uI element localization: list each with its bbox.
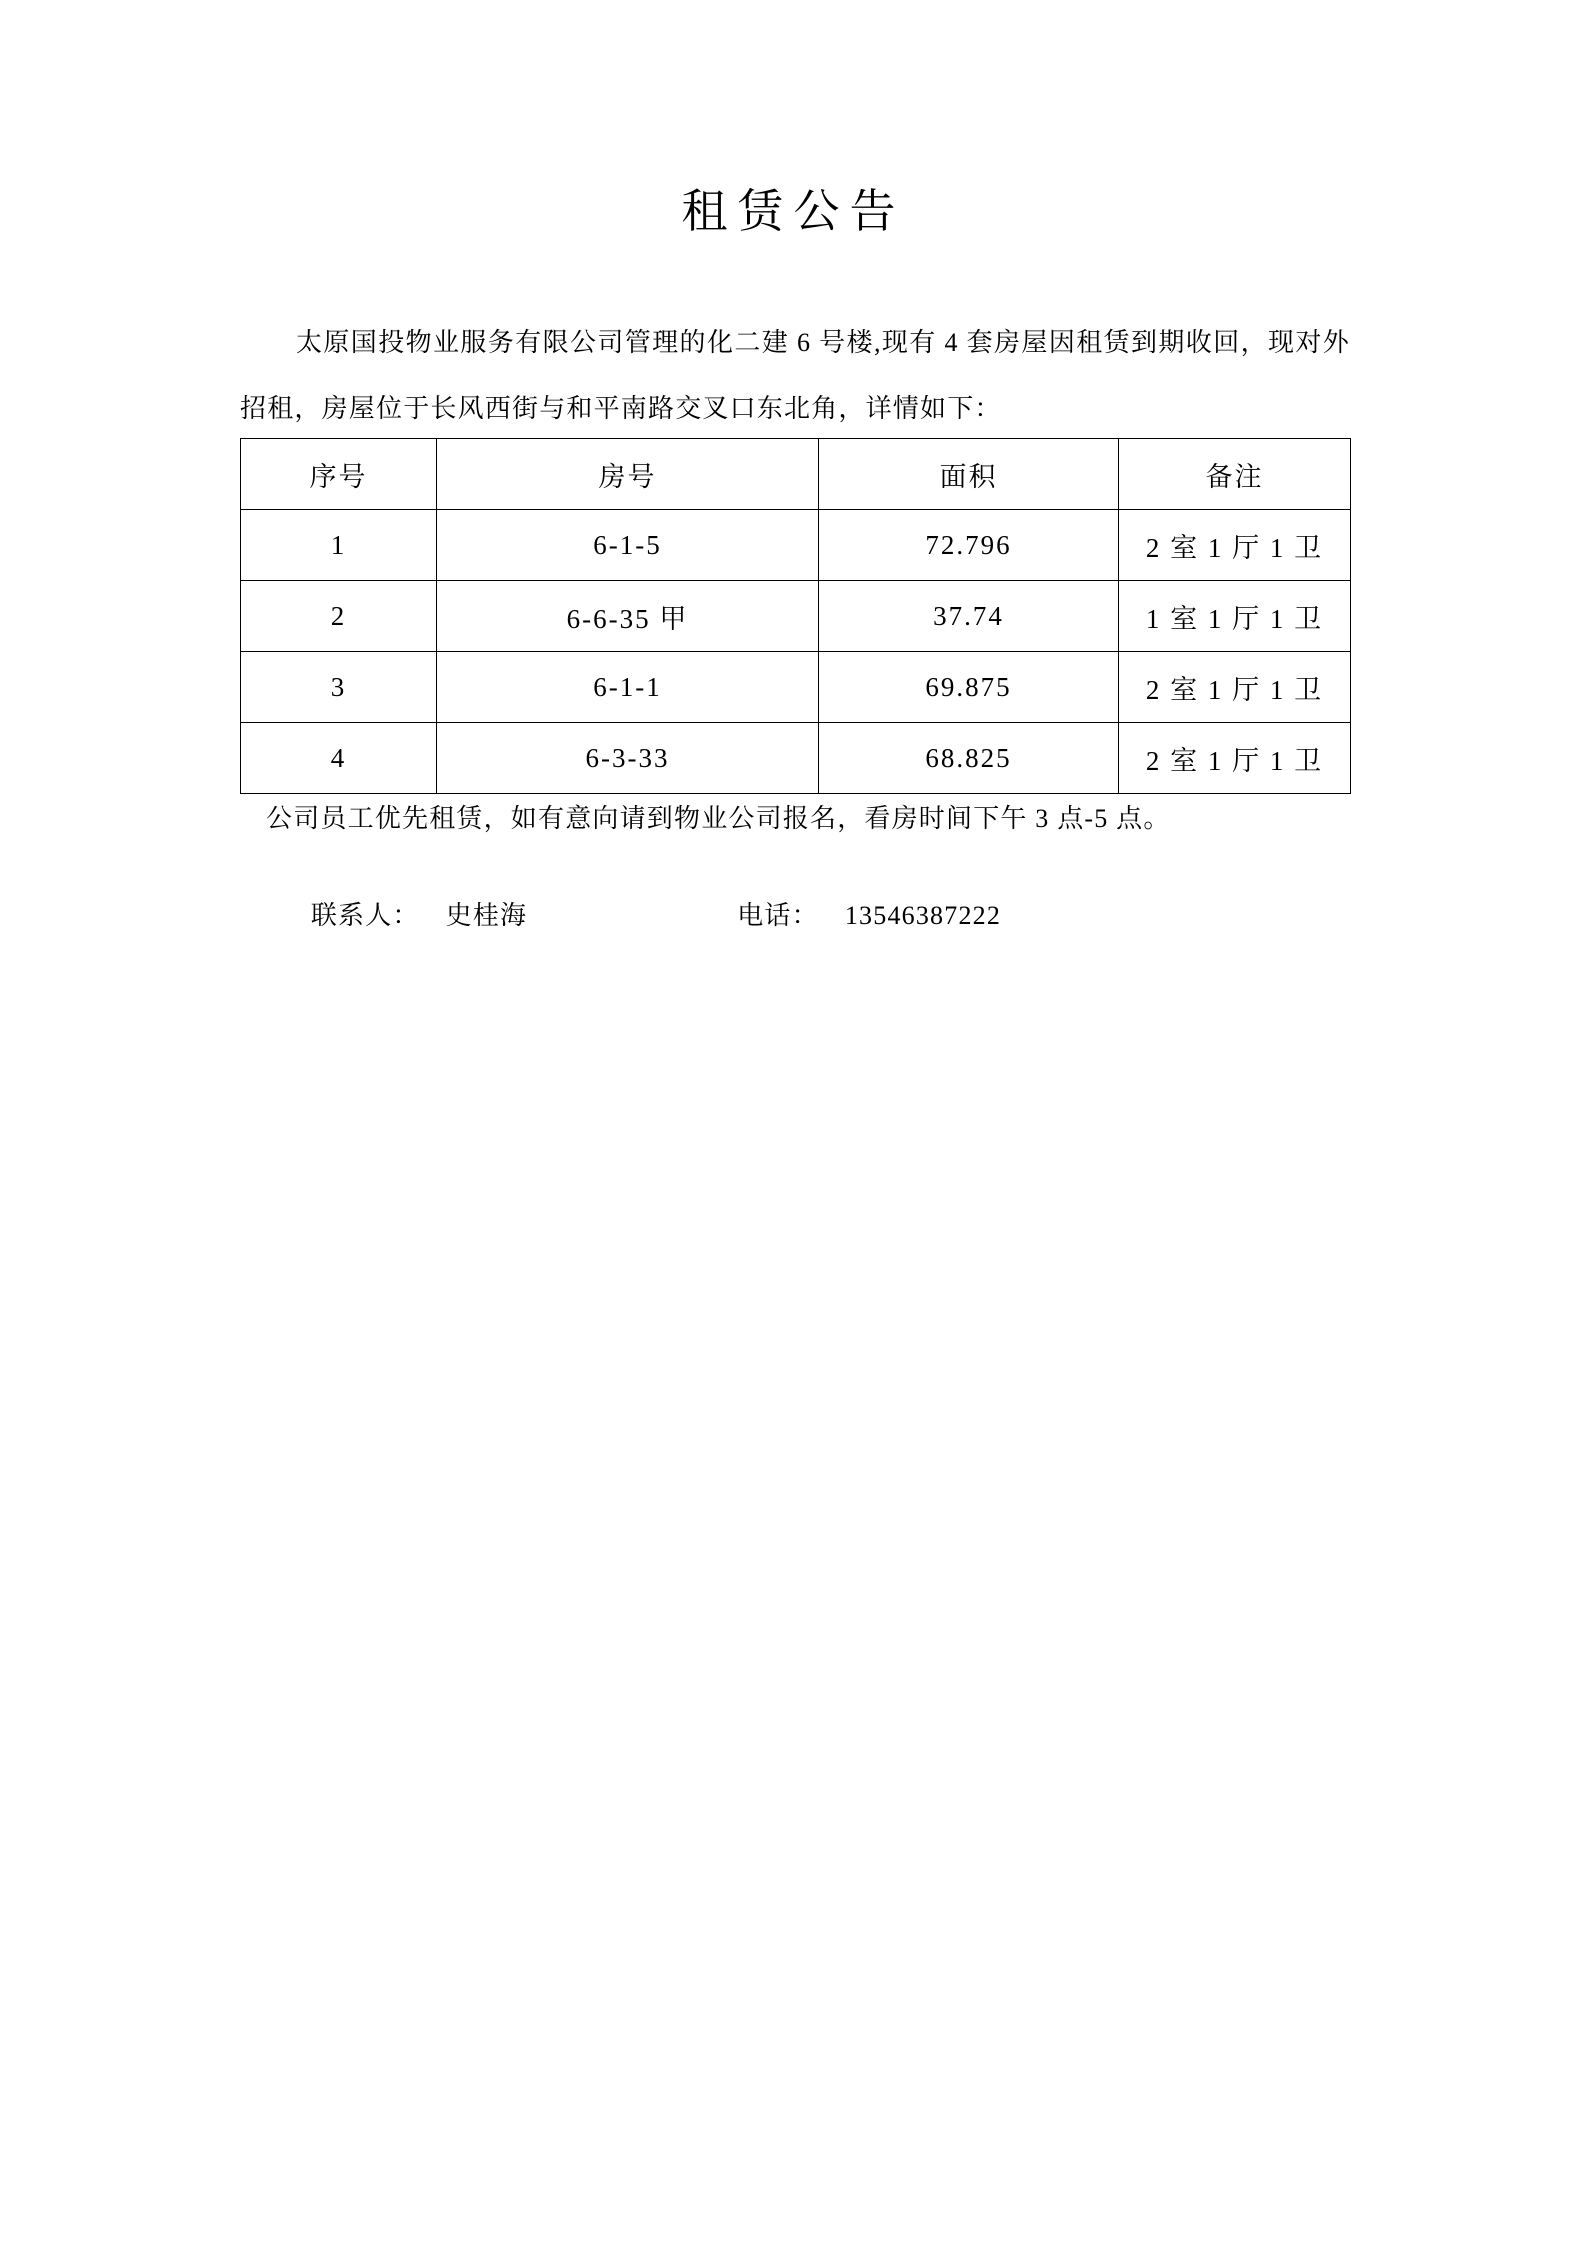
column-header-area: 面积 xyxy=(819,439,1119,510)
cell-area: 37.74 xyxy=(819,581,1119,652)
table-row xyxy=(241,723,1351,794)
cell-area: 72.796 xyxy=(819,510,1119,581)
note-text: 公司员工优先租赁，如有意向请到物业公司报名，看房时间下午 3 点-5 点。 xyxy=(266,804,1171,833)
intro-paragraph: 太原国投物业服务有限公司管理的化二建 6 号楼,现有 4 套房屋因租赁到期收回，现对外招租，房屋位于长风西街与和平南路交叉口东北角，详情如下： xyxy=(240,328,1350,423)
cell-index: 2 xyxy=(241,581,437,652)
table-row xyxy=(241,581,1351,652)
rental-table-wrapper xyxy=(240,438,1350,794)
cell-room: 6-1-1 xyxy=(437,652,819,723)
column-header-remark: 备注 xyxy=(1119,439,1351,510)
column-header-index: 序号 xyxy=(241,439,437,510)
cell-room: 6-6-35 甲 xyxy=(437,581,819,652)
cell-area: 69.875 xyxy=(819,652,1119,723)
contact-person-label: 联系人： xyxy=(310,901,420,930)
cell-index: 3 xyxy=(241,652,437,723)
cell-remark: 2 室 1 厅 1 卫 xyxy=(1119,510,1351,581)
cell-remark: 2 室 1 厅 1 卫 xyxy=(1119,723,1351,794)
contact-phone-label: 电话： xyxy=(737,901,819,930)
cell-remark: 2 室 1 厅 1 卫 xyxy=(1119,652,1351,723)
contact-phone-number: 13546387222 xyxy=(844,901,1002,930)
cell-room: 6-1-5 xyxy=(437,510,819,581)
note-block xyxy=(240,788,1350,850)
cell-area: 68.825 xyxy=(819,723,1119,794)
contact-line xyxy=(240,865,1350,962)
page-title: 租赁公告 xyxy=(681,186,906,237)
intro-paragraph-block xyxy=(240,310,1350,442)
cell-index: 1 xyxy=(241,510,437,581)
cell-room: 6-3-33 xyxy=(437,723,819,794)
table-row xyxy=(241,652,1351,723)
table-row xyxy=(241,510,1351,581)
column-header-room: 房号 xyxy=(437,439,819,510)
table-header-row xyxy=(241,439,1351,510)
cell-index: 4 xyxy=(241,723,437,794)
rental-table xyxy=(240,438,1351,794)
contact-person-name: 史桂海 xyxy=(445,901,528,930)
cell-remark: 1 室 1 厅 1 卫 xyxy=(1119,581,1351,652)
